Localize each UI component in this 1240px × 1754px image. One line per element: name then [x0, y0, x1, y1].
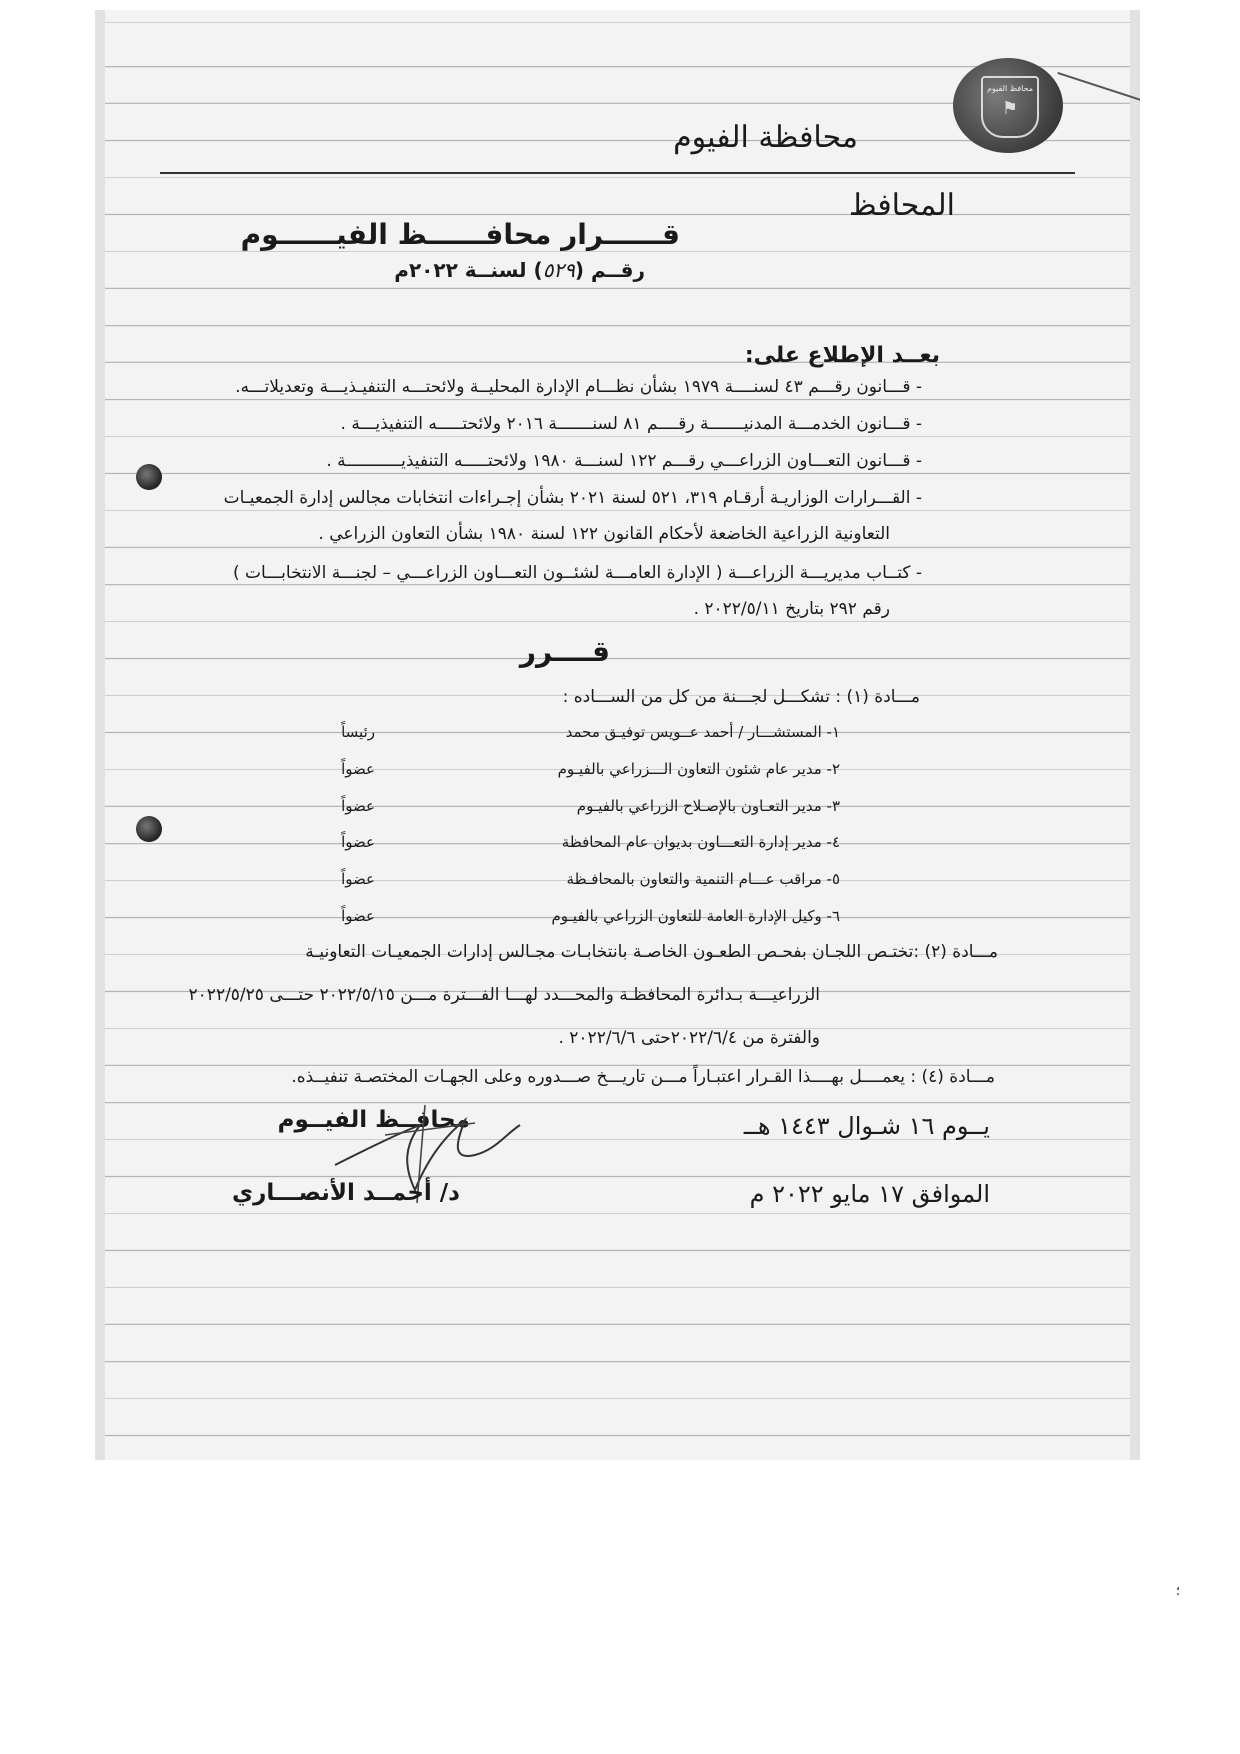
governorate-seal	[953, 58, 1063, 153]
governor-label: المحافظ	[848, 188, 955, 223]
preamble-item: - قـــانون رقـــم ٤٣ لسنــــة ١٩٧٩ بشأن نظـــام الإدارة المحليــة ولائحتـــه التنفيـذيـــة وتعديلاتـــه.	[235, 377, 922, 397]
member-role: عضواً	[341, 760, 375, 778]
seal-caption: محافظ الفيوم	[986, 84, 1034, 93]
article-1-intro: مـــادة (١) : تشكـــل لجـــنة من كل من الســـاده :	[562, 687, 920, 707]
gregorian-date: الموافق ١٧ مايو ٢٠٢٢ م	[749, 1180, 990, 1208]
signatory-title: محافــظ الفيــوم	[277, 1107, 470, 1133]
signatory-name: د/ أحمــد الأنصـــاري	[232, 1180, 460, 1206]
governorate-name: محافظة الفيوم	[673, 120, 858, 155]
member-name: ٥- مراقب عـــام التنمية والتعاون بالمحافـظة	[566, 870, 840, 888]
preamble-item-continued: رقم ٢٩٢ بتاريخ ٢٠٢٢/٥/١١ .	[693, 599, 890, 619]
member-name: ٢- مدير عام شئون التعاون الـــزراعي بالفيـوم	[557, 760, 840, 778]
member-name: ١- المستشـــار / أحمد عــويس توفيـق محمد	[565, 723, 840, 741]
scan-blot	[136, 816, 162, 842]
member-name: ٦- وكيل الإدارة العامة للتعاون الزراعي بالفيـوم	[551, 907, 840, 925]
eagle-icon: ⚑	[1001, 98, 1019, 119]
preamble-item: - القـــرارات الوزاريـة أرقـام ٣١٩، ٥٢١ لسنة ٢٠٢١ بشأن إجـراءات انتخابات مجالس إدارة الجمعيـات	[223, 488, 922, 508]
decision-number: رقــم (٥٢٩) لسنــة ٢٠٢٢م	[394, 258, 645, 282]
member-name: ٣- مدير التعـاون بالإصـلاح الزراعي بالفيـوم	[576, 797, 840, 815]
article-2-line: والفترة من ٢٠٢٢/٦/٤حتى ٢٠٢٢/٦/٦ .	[558, 1028, 820, 1048]
pen-stroke	[1058, 72, 1140, 111]
hijri-date: يــوم ١٦ شـوال ١٤٤٣ هــ	[743, 1112, 990, 1140]
member-role: عضواً	[341, 907, 375, 925]
member-role: عضواً	[341, 797, 375, 815]
article-2-line: الزراعيـــة بـدائرة المحافظـة والمحـــدد لهـــا الفـــترة مـــن ٢٠٢٢/٥/١٥ حتـــى ٢٠٢٢/٥/٢٥	[188, 985, 820, 1005]
scan-blot	[136, 464, 162, 490]
header-divider	[160, 172, 1075, 174]
member-role: عضواً	[341, 870, 375, 888]
preamble-item: - قـــانون الخدمـــة المدنيـــــــة رقــــم ٨١ لسنـــــــة ٢٠١٦ ولائحتـــــه التنفيذيـــة .	[340, 414, 922, 434]
preamble-item: - قـــانون التعـــاون الزراعـــي رقـــم ١٢٢ لسنـــة ١٩٨٠ ولائحتـــــه التنفيذيـــــــــــة .	[326, 451, 922, 471]
article-2-line: مـــادة (٢) :تختـص اللجـان بفحـص الطعـون الخاصـة بانتخابـات مجـالس إدارات الجمعيـات التعاونيـة	[305, 942, 998, 962]
member-role: عضواً	[341, 833, 375, 851]
preamble-item: - كتــاب مديريـــة الزراعـــة ( الإدارة العامـــة لشئــون التعـــاون الزراعـــي – لجنـــة الانتخابـــات )	[233, 563, 922, 583]
decision-title: قــــــرار محافــــــظ الفيــــــوم	[240, 218, 680, 251]
member-name: ٤- مدير إدارة التعـــاون بديوان عام المحافظة	[561, 833, 840, 851]
page-marker: ؛	[1175, 1584, 1180, 1599]
decides-heading: قــــرر	[519, 635, 610, 668]
preamble-heading: بعــد الإطلاع على:	[744, 343, 940, 368]
scanned-page	[95, 10, 1140, 1460]
handwritten-number: ٥٢٩	[542, 258, 575, 282]
preamble-item-continued: التعاونية الزراعية الخاضعة لأحكام القانون ١٢٢ لسنة ١٩٨٠ بشأن التعاون الزراعي .	[318, 524, 890, 544]
member-role: رئيساً	[341, 723, 375, 741]
article-4: مـــادة (٤) : يعمــــل بهــــذا القـرار اعتبـاراً مـــن تاريـــخ صـــدوره وعلى الجهـات المختصـة تنفيــذه.	[291, 1067, 995, 1087]
